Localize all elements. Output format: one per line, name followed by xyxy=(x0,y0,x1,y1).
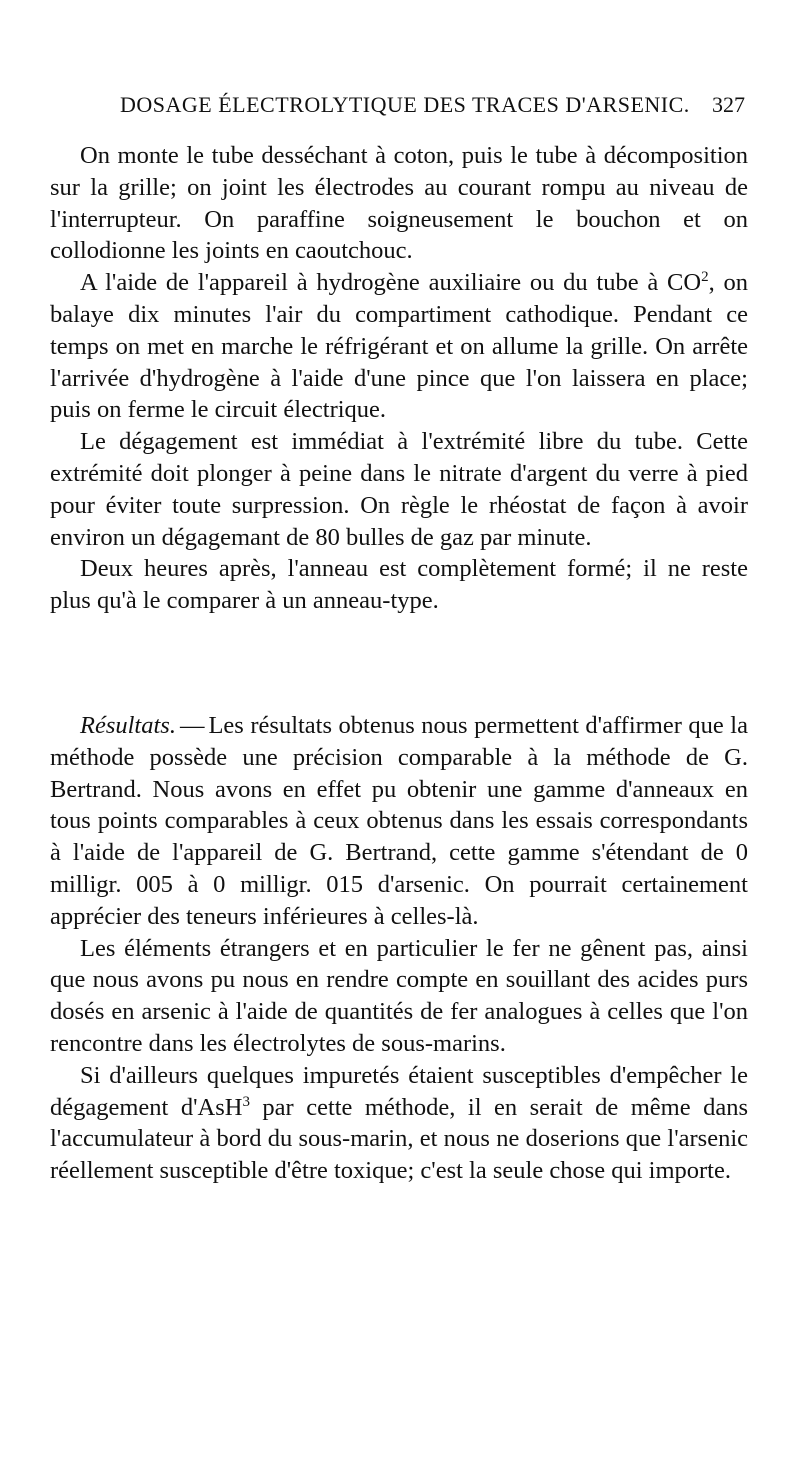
paragraph-impurities xyxy=(50,1060,748,1187)
superscript: 2 xyxy=(701,269,709,286)
superscript: 3 xyxy=(242,1093,250,1110)
paragraph-gas-release: Le dégagement est immédiat à l'extrémité libre du tube. Cette extrémité doit plonger à peine dans le nitrate d'argent du verre à pied pour éviter toute surpression. On règle le rhéostat de façon à avoir environ un dégagemant de 80 bulles de gaz par minute. xyxy=(50,428,748,551)
em-dash: — xyxy=(179,711,205,739)
text-segment: par cette méthode, il en serait de même dans l'accumulateur à bord du sous-marin, et nous ne doserions que l'arsenic réellement susceptible d'être toxique; c'est la seule chose qui importe. xyxy=(50,1093,748,1185)
paragraph-hydrogen-sweep xyxy=(50,267,748,426)
paragraph-ring-formed: Deux heures après, l'anneau est complètement formé; il ne reste plus qu'à le comparer à un anneau-type. xyxy=(50,555,748,615)
text-segment: Si d'ailleurs quelques impuretés étaient susceptibles d'empêcher le dégagement d'AsH xyxy=(50,1061,748,1121)
text-segment: , on balaye dix minutes l'air du compartiment cathodique. Pendant ce temps on met en marche le réfrigérant et on allume la grille. On arrête l'arrivée d'hydrogène à l'aide d'une pince que l'on laissera en place; puis on ferme le circuit électrique. xyxy=(50,269,748,424)
running-head: DOSAGE ÉLECTROLYTIQUE DES TRACES D'ARSENIC. xyxy=(120,92,690,117)
paragraph-results xyxy=(50,710,748,933)
page-header xyxy=(120,92,745,128)
paragraph-foreign-elements: Les éléments étrangers et en particulier le fer ne gênent pas, ainsi que nous avons pu nous en rendre compte en souillant des acides purs dosés en arsenic à l'aide de quantités de fer analogues à celles que l'on rencontre dans les électrolytes de sous-marins. xyxy=(50,934,748,1057)
text-segment: Les résultats obtenus nous permettent d'affirmer que la méthode possède une précision comparable à la méthode de G. Bertrand. Nous avons en effet pu obtenir une gamme d'anneaux en tous points comparables à ceux obtenus dans les essais correspondants à l'aide de l'appareil de G. Bertrand, cette gamme s'étendant de 0 milligr. 005 à 0 milligr. 015 d'arsenic. On pourrait certainement apprécier des teneurs inférieures à celles-là. xyxy=(50,711,748,930)
paragraph-tube-setup: On monte le tube desséchant à coton, puis le tube à décomposition sur la grille; on joint les électrodes au courant rompu au niveau de l'interrupteur. On paraffine soigneusement le bouchon et on collodionne les joints en caoutchouc. xyxy=(50,142,748,265)
results-rubric: Résultats. xyxy=(80,711,176,739)
body-text xyxy=(50,140,748,1187)
text-segment: A l'aide de l'appareil à hydrogène auxiliaire ou du tube à CO xyxy=(80,269,702,297)
page-number: 327 xyxy=(712,92,745,117)
